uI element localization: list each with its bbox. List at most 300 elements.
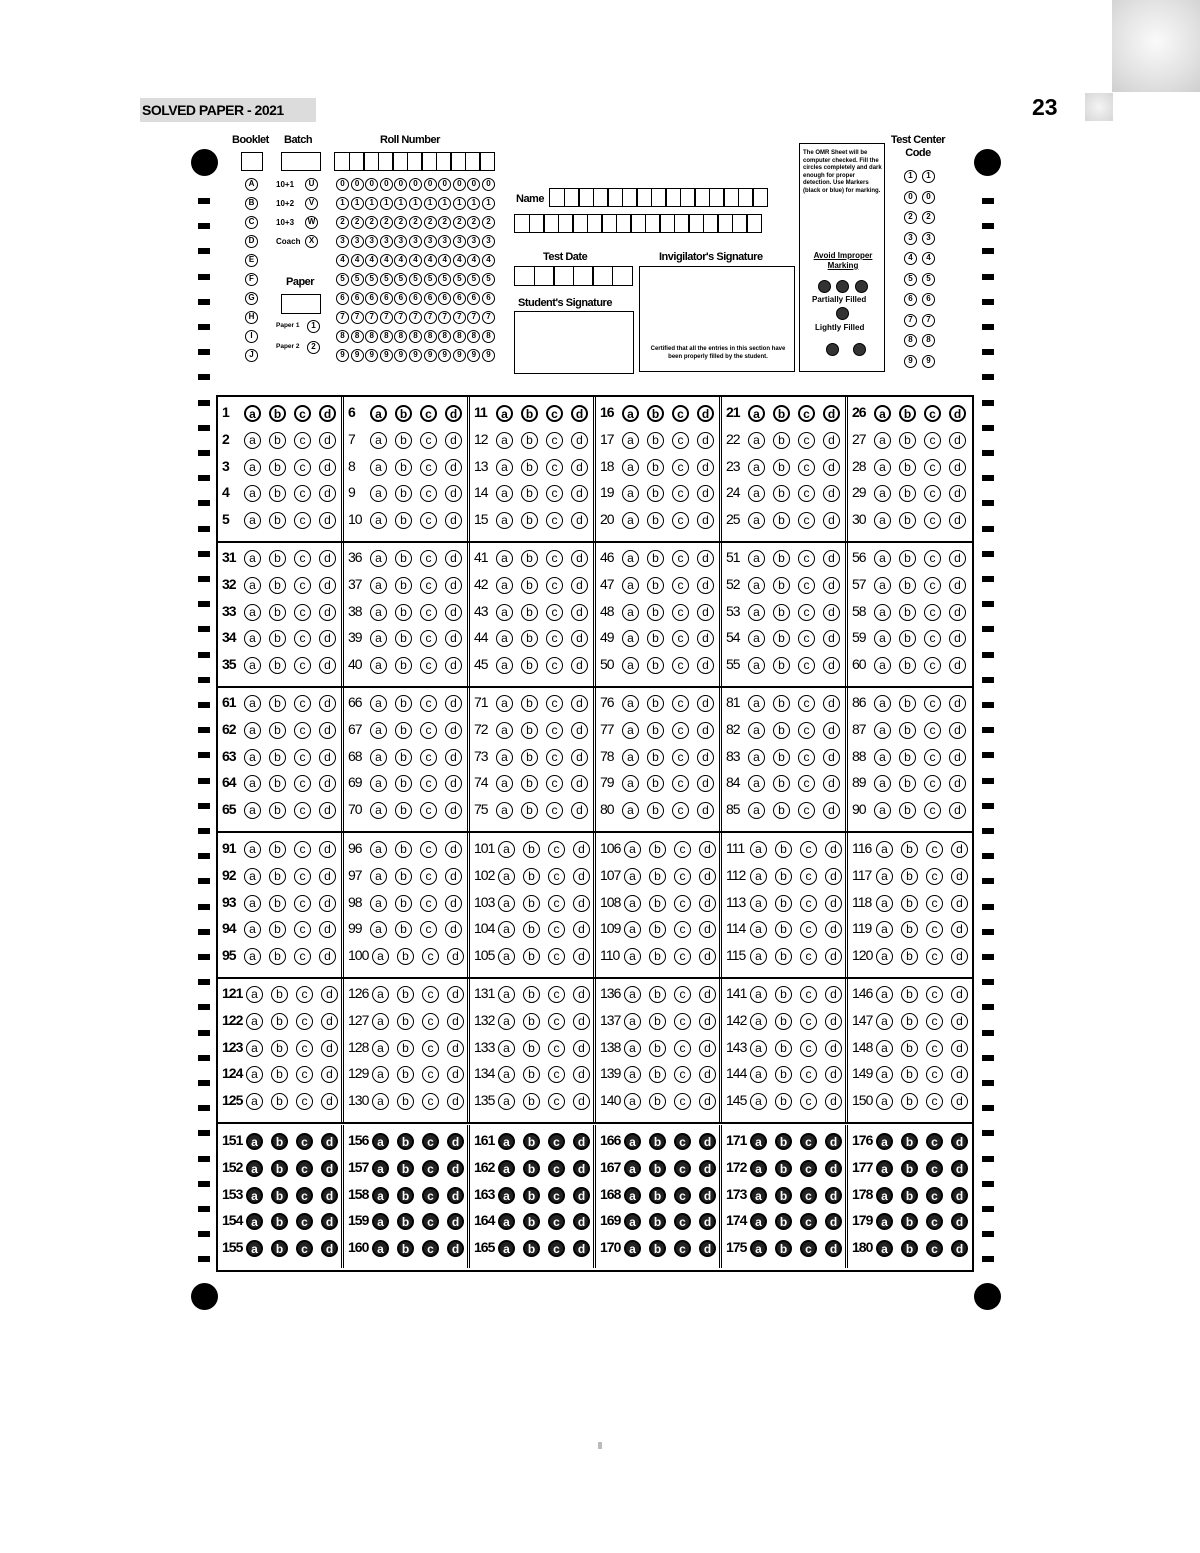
- answer-option-bubble[interactable]: b: [647, 550, 664, 567]
- answer-option-bubble[interactable]: c: [674, 986, 691, 1003]
- answer-option-bubble[interactable]: c: [672, 630, 689, 647]
- answer-option-bubble[interactable]: a: [246, 1013, 263, 1030]
- answer-option-bubble[interactable]: d: [573, 1213, 590, 1230]
- roll-digit-bubble[interactable]: 5: [394, 273, 407, 286]
- answer-option-bubble[interactable]: d: [697, 550, 714, 567]
- answer-option-bubble[interactable]: c: [546, 722, 563, 739]
- answer-option-bubble[interactable]: c: [674, 1013, 691, 1030]
- answer-option-bubble[interactable]: c: [546, 604, 563, 621]
- answer-option-bubble[interactable]: c: [926, 986, 943, 1003]
- batch-option-bubble[interactable]: W: [305, 216, 318, 229]
- answer-option-bubble[interactable]: d: [573, 921, 590, 938]
- roll-digit-bubble[interactable]: 0: [424, 178, 437, 191]
- roll-digit-bubble[interactable]: 3: [380, 235, 393, 248]
- answer-option-bubble[interactable]: c: [296, 1040, 313, 1057]
- answer-option-bubble[interactable]: b: [397, 1040, 414, 1057]
- answer-option-bubble[interactable]: d: [319, 657, 336, 674]
- answer-option-bubble[interactable]: a: [624, 841, 641, 858]
- answer-option-bubble[interactable]: d: [445, 722, 462, 739]
- answer-option-bubble[interactable]: a: [622, 775, 639, 792]
- answer-option-bubble[interactable]: b: [647, 749, 664, 766]
- answer-option-bubble[interactable]: c: [924, 485, 941, 502]
- answer-option-bubble[interactable]: a: [496, 802, 513, 819]
- answer-option-bubble[interactable]: a: [748, 577, 765, 594]
- answer-option-bubble[interactable]: a: [876, 841, 893, 858]
- answer-option-bubble[interactable]: d: [321, 1160, 338, 1177]
- answer-option-bubble[interactable]: b: [269, 657, 286, 674]
- answer-option-bubble[interactable]: c: [548, 1013, 565, 1030]
- answer-option-bubble[interactable]: c: [420, 405, 437, 422]
- answer-option-bubble[interactable]: d: [699, 1040, 716, 1057]
- answer-option-bubble[interactable]: c: [294, 921, 311, 938]
- answer-option-bubble[interactable]: b: [271, 1133, 288, 1150]
- roll-digit-bubble[interactable]: 6: [394, 292, 407, 305]
- answer-option-bubble[interactable]: b: [269, 405, 286, 422]
- answer-option-bubble[interactable]: b: [521, 802, 538, 819]
- answer-option-bubble[interactable]: c: [672, 577, 689, 594]
- answer-option-bubble[interactable]: a: [246, 1187, 263, 1204]
- answer-option-bubble[interactable]: c: [420, 841, 437, 858]
- answer-option-bubble[interactable]: c: [548, 841, 565, 858]
- answer-option-bubble[interactable]: c: [798, 630, 815, 647]
- answer-option-bubble[interactable]: c: [294, 695, 311, 712]
- booklet-option-bubble[interactable]: C: [245, 216, 258, 229]
- answer-option-bubble[interactable]: d: [949, 577, 966, 594]
- answer-option-bubble[interactable]: d: [697, 604, 714, 621]
- answer-option-bubble[interactable]: d: [319, 630, 336, 647]
- answer-option-bubble[interactable]: a: [876, 895, 893, 912]
- roll-digit-bubble[interactable]: 9: [453, 349, 466, 362]
- answer-option-bubble[interactable]: c: [926, 1133, 943, 1150]
- answer-option-bubble[interactable]: b: [523, 868, 540, 885]
- roll-digit-bubble[interactable]: 3: [424, 235, 437, 248]
- answer-option-bubble[interactable]: a: [498, 1040, 515, 1057]
- answer-option-bubble[interactable]: c: [672, 459, 689, 476]
- answer-option-bubble[interactable]: d: [825, 1093, 842, 1110]
- answer-option-bubble[interactable]: b: [397, 986, 414, 1003]
- answer-option-bubble[interactable]: c: [674, 1240, 691, 1257]
- roll-digit-bubble[interactable]: 4: [380, 254, 393, 267]
- answer-option-bubble[interactable]: d: [949, 749, 966, 766]
- answer-option-bubble[interactable]: b: [523, 986, 540, 1003]
- answer-option-bubble[interactable]: c: [422, 1013, 439, 1030]
- center-digit-bubble[interactable]: 7: [922, 314, 935, 327]
- answer-option-bubble[interactable]: a: [244, 841, 261, 858]
- answer-option-bubble[interactable]: a: [244, 775, 261, 792]
- answer-option-bubble[interactable]: a: [244, 921, 261, 938]
- answer-option-bubble[interactable]: b: [523, 1213, 540, 1230]
- roll-digit-bubble[interactable]: 9: [467, 349, 480, 362]
- answer-option-bubble[interactable]: a: [622, 432, 639, 449]
- answer-option-bubble[interactable]: b: [269, 868, 286, 885]
- answer-option-bubble[interactable]: a: [244, 432, 261, 449]
- answer-option-bubble[interactable]: b: [899, 802, 916, 819]
- roll-digit-bubble[interactable]: 0: [482, 178, 495, 191]
- answer-option-bubble[interactable]: d: [319, 512, 336, 529]
- center-digit-bubble[interactable]: 7: [904, 314, 917, 327]
- answer-option-bubble[interactable]: b: [397, 1093, 414, 1110]
- answer-option-bubble[interactable]: d: [445, 512, 462, 529]
- answer-option-bubble[interactable]: b: [899, 657, 916, 674]
- roll-digit-bubble[interactable]: 1: [438, 197, 451, 210]
- answer-option-bubble[interactable]: c: [294, 775, 311, 792]
- answer-option-bubble[interactable]: b: [269, 630, 286, 647]
- answer-option-bubble[interactable]: d: [949, 604, 966, 621]
- roll-digit-bubble[interactable]: 2: [438, 216, 451, 229]
- answer-option-bubble[interactable]: d: [951, 921, 968, 938]
- answer-option-bubble[interactable]: a: [244, 895, 261, 912]
- answer-option-bubble[interactable]: a: [370, 695, 387, 712]
- answer-option-bubble[interactable]: b: [521, 550, 538, 567]
- answer-option-bubble[interactable]: b: [773, 459, 790, 476]
- answer-option-bubble[interactable]: d: [823, 432, 840, 449]
- answer-option-bubble[interactable]: d: [823, 802, 840, 819]
- roll-digit-bubble[interactable]: 5: [380, 273, 393, 286]
- answer-option-bubble[interactable]: d: [949, 630, 966, 647]
- answer-option-bubble[interactable]: b: [395, 749, 412, 766]
- roll-digit-bubble[interactable]: 7: [351, 311, 364, 324]
- answer-option-bubble[interactable]: d: [319, 749, 336, 766]
- answer-option-bubble[interactable]: c: [798, 512, 815, 529]
- answer-option-bubble[interactable]: d: [951, 1240, 968, 1257]
- answer-option-bubble[interactable]: b: [521, 749, 538, 766]
- answer-option-bubble[interactable]: a: [372, 986, 389, 1003]
- answer-option-bubble[interactable]: d: [445, 802, 462, 819]
- answer-option-bubble[interactable]: a: [496, 604, 513, 621]
- answer-option-bubble[interactable]: c: [800, 1187, 817, 1204]
- roll-digit-bubble[interactable]: 6: [380, 292, 393, 305]
- answer-option-bubble[interactable]: c: [420, 577, 437, 594]
- answer-option-bubble[interactable]: a: [244, 802, 261, 819]
- answer-option-bubble[interactable]: a: [876, 1160, 893, 1177]
- roll-digit-bubble[interactable]: 6: [351, 292, 364, 305]
- answer-option-bubble[interactable]: c: [548, 1160, 565, 1177]
- answer-option-bubble[interactable]: b: [773, 577, 790, 594]
- answer-option-bubble[interactable]: b: [899, 775, 916, 792]
- answer-option-bubble[interactable]: c: [296, 1066, 313, 1083]
- answer-option-bubble[interactable]: a: [748, 802, 765, 819]
- answer-option-bubble[interactable]: d: [573, 1240, 590, 1257]
- answer-option-bubble[interactable]: c: [800, 1133, 817, 1150]
- answer-option-bubble[interactable]: c: [924, 722, 941, 739]
- answer-option-bubble[interactable]: c: [420, 775, 437, 792]
- answer-option-bubble[interactable]: a: [244, 550, 261, 567]
- answer-option-bubble[interactable]: c: [798, 749, 815, 766]
- answer-option-bubble[interactable]: b: [395, 432, 412, 449]
- answer-option-bubble[interactable]: b: [269, 432, 286, 449]
- answer-option-bubble[interactable]: c: [546, 550, 563, 567]
- answer-option-bubble[interactable]: c: [548, 921, 565, 938]
- answer-option-bubble[interactable]: a: [622, 512, 639, 529]
- answer-option-bubble[interactable]: a: [622, 802, 639, 819]
- answer-option-bubble[interactable]: a: [244, 657, 261, 674]
- answer-option-bubble[interactable]: b: [521, 512, 538, 529]
- answer-option-bubble[interactable]: c: [672, 432, 689, 449]
- answer-option-bubble[interactable]: a: [622, 405, 639, 422]
- answer-option-bubble[interactable]: b: [901, 1013, 918, 1030]
- answer-option-bubble[interactable]: b: [899, 485, 916, 502]
- answer-option-bubble[interactable]: d: [447, 1040, 464, 1057]
- answer-option-bubble[interactable]: a: [372, 1240, 389, 1257]
- answer-option-bubble[interactable]: b: [775, 1160, 792, 1177]
- answer-option-bubble[interactable]: d: [321, 1013, 338, 1030]
- answer-option-bubble[interactable]: d: [571, 459, 588, 476]
- roll-digit-bubble[interactable]: 8: [467, 330, 480, 343]
- answer-option-bubble[interactable]: b: [521, 485, 538, 502]
- answer-option-bubble[interactable]: a: [496, 432, 513, 449]
- batch-option-bubble[interactable]: X: [305, 235, 318, 248]
- answer-option-bubble[interactable]: b: [395, 630, 412, 647]
- answer-option-bubble[interactable]: c: [294, 512, 311, 529]
- answer-option-bubble[interactable]: b: [271, 1093, 288, 1110]
- booklet-option-bubble[interactable]: H: [245, 311, 258, 324]
- answer-option-bubble[interactable]: c: [294, 722, 311, 739]
- answer-option-bubble[interactable]: b: [901, 1133, 918, 1150]
- answer-option-bubble[interactable]: a: [496, 512, 513, 529]
- answer-option-bubble[interactable]: a: [874, 695, 891, 712]
- answer-option-bubble[interactable]: c: [800, 1240, 817, 1257]
- roll-digit-bubble[interactable]: 0: [409, 178, 422, 191]
- answer-option-bubble[interactable]: b: [773, 802, 790, 819]
- answer-option-bubble[interactable]: c: [926, 1093, 943, 1110]
- answer-option-bubble[interactable]: c: [672, 749, 689, 766]
- answer-option-bubble[interactable]: a: [748, 722, 765, 739]
- paper-box[interactable]: [281, 294, 321, 314]
- answer-option-bubble[interactable]: b: [899, 604, 916, 621]
- answer-option-bubble[interactable]: b: [773, 512, 790, 529]
- answer-option-bubble[interactable]: a: [498, 1160, 515, 1177]
- roll-digit-bubble[interactable]: 1: [365, 197, 378, 210]
- answer-option-bubble[interactable]: b: [395, 802, 412, 819]
- answer-option-bubble[interactable]: c: [420, 550, 437, 567]
- roll-digit-bubble[interactable]: 3: [453, 235, 466, 248]
- answer-option-bubble[interactable]: c: [294, 841, 311, 858]
- answer-option-bubble[interactable]: d: [825, 1066, 842, 1083]
- center-digit-bubble[interactable]: 6: [922, 293, 935, 306]
- answer-option-bubble[interactable]: a: [622, 485, 639, 502]
- answer-option-bubble[interactable]: d: [445, 657, 462, 674]
- answer-option-bubble[interactable]: d: [699, 921, 716, 938]
- answer-option-bubble[interactable]: d: [571, 695, 588, 712]
- answer-option-bubble[interactable]: d: [319, 948, 336, 965]
- answer-option-bubble[interactable]: a: [246, 1160, 263, 1177]
- answer-option-bubble[interactable]: d: [319, 868, 336, 885]
- answer-option-bubble[interactable]: c: [924, 604, 941, 621]
- answer-option-bubble[interactable]: c: [924, 775, 941, 792]
- answer-option-bubble[interactable]: b: [271, 1013, 288, 1030]
- roll-digit-bubble[interactable]: 8: [351, 330, 364, 343]
- answer-option-bubble[interactable]: d: [823, 657, 840, 674]
- answer-option-bubble[interactable]: a: [750, 1040, 767, 1057]
- booklet-box[interactable]: [241, 152, 263, 171]
- answer-option-bubble[interactable]: b: [899, 459, 916, 476]
- booklet-option-bubble[interactable]: A: [245, 178, 258, 191]
- answer-option-bubble[interactable]: b: [647, 577, 664, 594]
- answer-option-bubble[interactable]: c: [926, 895, 943, 912]
- roll-digit-bubble[interactable]: 1: [351, 197, 364, 210]
- answer-option-bubble[interactable]: b: [775, 895, 792, 912]
- answer-option-bubble[interactable]: b: [901, 841, 918, 858]
- answer-option-bubble[interactable]: c: [546, 459, 563, 476]
- answer-option-bubble[interactable]: b: [269, 485, 286, 502]
- answer-option-bubble[interactable]: d: [825, 921, 842, 938]
- answer-option-bubble[interactable]: c: [420, 695, 437, 712]
- answer-option-bubble[interactable]: d: [445, 749, 462, 766]
- booklet-option-bubble[interactable]: F: [245, 273, 258, 286]
- answer-option-bubble[interactable]: d: [571, 512, 588, 529]
- answer-option-bubble[interactable]: a: [624, 1066, 641, 1083]
- roll-digit-bubble[interactable]: 8: [438, 330, 451, 343]
- answer-option-bubble[interactable]: d: [823, 749, 840, 766]
- roll-digit-bubble[interactable]: 2: [409, 216, 422, 229]
- answer-option-bubble[interactable]: d: [699, 895, 716, 912]
- answer-option-bubble[interactable]: c: [926, 921, 943, 938]
- answer-option-bubble[interactable]: b: [647, 459, 664, 476]
- answer-option-bubble[interactable]: c: [800, 1213, 817, 1230]
- roll-digit-bubble[interactable]: 2: [467, 216, 480, 229]
- answer-option-bubble[interactable]: d: [445, 432, 462, 449]
- answer-option-bubble[interactable]: a: [372, 1093, 389, 1110]
- answer-option-bubble[interactable]: c: [546, 405, 563, 422]
- answer-option-bubble[interactable]: d: [823, 550, 840, 567]
- answer-option-bubble[interactable]: a: [370, 722, 387, 739]
- roll-digit-bubble[interactable]: 5: [482, 273, 495, 286]
- answer-option-bubble[interactable]: c: [674, 1066, 691, 1083]
- answer-option-bubble[interactable]: a: [498, 841, 515, 858]
- answer-option-bubble[interactable]: a: [750, 868, 767, 885]
- answer-option-bubble[interactable]: d: [573, 868, 590, 885]
- answer-option-bubble[interactable]: c: [296, 1240, 313, 1257]
- answer-option-bubble[interactable]: a: [370, 432, 387, 449]
- answer-option-bubble[interactable]: c: [926, 841, 943, 858]
- answer-option-bubble[interactable]: b: [773, 630, 790, 647]
- answer-option-bubble[interactable]: a: [498, 868, 515, 885]
- answer-option-bubble[interactable]: d: [321, 1066, 338, 1083]
- answer-option-bubble[interactable]: b: [899, 432, 916, 449]
- answer-option-bubble[interactable]: b: [899, 577, 916, 594]
- roll-digit-bubble[interactable]: 6: [467, 292, 480, 305]
- answer-option-bubble[interactable]: d: [699, 1240, 716, 1257]
- answer-option-bubble[interactable]: d: [571, 775, 588, 792]
- answer-option-bubble[interactable]: a: [624, 1187, 641, 1204]
- answer-option-bubble[interactable]: a: [876, 986, 893, 1003]
- answer-option-bubble[interactable]: b: [269, 948, 286, 965]
- answer-option-bubble[interactable]: c: [548, 948, 565, 965]
- answer-option-bubble[interactable]: a: [622, 604, 639, 621]
- roll-digit-bubble[interactable]: 0: [438, 178, 451, 191]
- answer-option-bubble[interactable]: b: [901, 1213, 918, 1230]
- answer-option-bubble[interactable]: c: [420, 749, 437, 766]
- answer-option-bubble[interactable]: a: [496, 459, 513, 476]
- answer-option-bubble[interactable]: a: [622, 695, 639, 712]
- answer-option-bubble[interactable]: a: [750, 1160, 767, 1177]
- answer-option-bubble[interactable]: b: [523, 1133, 540, 1150]
- answer-option-bubble[interactable]: c: [420, 802, 437, 819]
- answer-option-bubble[interactable]: d: [447, 986, 464, 1003]
- center-digit-bubble[interactable]: 4: [904, 252, 917, 265]
- center-digit-bubble[interactable]: 8: [922, 334, 935, 347]
- roll-digit-bubble[interactable]: 1: [336, 197, 349, 210]
- answer-option-bubble[interactable]: d: [949, 695, 966, 712]
- answer-option-bubble[interactable]: d: [321, 1213, 338, 1230]
- answer-option-bubble[interactable]: b: [649, 1066, 666, 1083]
- answer-option-bubble[interactable]: c: [674, 1160, 691, 1177]
- answer-option-bubble[interactable]: c: [798, 722, 815, 739]
- answer-option-bubble[interactable]: a: [370, 775, 387, 792]
- answer-option-bubble[interactable]: d: [573, 1187, 590, 1204]
- booklet-option-bubble[interactable]: I: [245, 330, 258, 343]
- answer-option-bubble[interactable]: c: [800, 1093, 817, 1110]
- answer-option-bubble[interactable]: a: [370, 657, 387, 674]
- answer-option-bubble[interactable]: b: [901, 921, 918, 938]
- answer-option-bubble[interactable]: a: [244, 459, 261, 476]
- answer-option-bubble[interactable]: d: [319, 604, 336, 621]
- answer-option-bubble[interactable]: c: [926, 1040, 943, 1057]
- answer-option-bubble[interactable]: d: [699, 948, 716, 965]
- answer-option-bubble[interactable]: c: [800, 948, 817, 965]
- answer-option-bubble[interactable]: c: [798, 657, 815, 674]
- answer-option-bubble[interactable]: b: [901, 895, 918, 912]
- answer-option-bubble[interactable]: d: [319, 485, 336, 502]
- roll-digit-bubble[interactable]: 2: [424, 216, 437, 229]
- answer-option-bubble[interactable]: a: [624, 1093, 641, 1110]
- answer-option-bubble[interactable]: c: [294, 485, 311, 502]
- answer-option-bubble[interactable]: c: [674, 948, 691, 965]
- answer-option-bubble[interactable]: a: [244, 485, 261, 502]
- answer-option-bubble[interactable]: d: [447, 1160, 464, 1177]
- center-digit-bubble[interactable]: 0: [922, 191, 935, 204]
- answer-option-bubble[interactable]: b: [649, 868, 666, 885]
- answer-option-bubble[interactable]: b: [647, 775, 664, 792]
- answer-option-bubble[interactable]: d: [825, 841, 842, 858]
- answer-option-bubble[interactable]: d: [699, 1066, 716, 1083]
- answer-option-bubble[interactable]: c: [674, 1040, 691, 1057]
- answer-option-bubble[interactable]: d: [823, 722, 840, 739]
- roll-digit-bubble[interactable]: 9: [394, 349, 407, 362]
- batch-option-bubble[interactable]: V: [305, 197, 318, 210]
- answer-option-bubble[interactable]: a: [748, 604, 765, 621]
- answer-option-bubble[interactable]: c: [548, 1040, 565, 1057]
- answer-option-bubble[interactable]: c: [798, 485, 815, 502]
- answer-option-bubble[interactable]: d: [445, 459, 462, 476]
- roll-digit-bubble[interactable]: 7: [453, 311, 466, 324]
- answer-option-bubble[interactable]: b: [269, 459, 286, 476]
- answer-option-bubble[interactable]: b: [773, 604, 790, 621]
- answer-option-bubble[interactable]: c: [546, 432, 563, 449]
- answer-option-bubble[interactable]: b: [269, 695, 286, 712]
- roll-digit-bubble[interactable]: 4: [482, 254, 495, 267]
- answer-option-bubble[interactable]: a: [750, 1013, 767, 1030]
- answer-option-bubble[interactable]: a: [748, 657, 765, 674]
- answer-option-bubble[interactable]: d: [823, 459, 840, 476]
- roll-digit-bubble[interactable]: 5: [453, 273, 466, 286]
- answer-option-bubble[interactable]: d: [447, 1093, 464, 1110]
- answer-option-bubble[interactable]: a: [876, 1187, 893, 1204]
- answer-option-bubble[interactable]: b: [649, 986, 666, 1003]
- answer-option-bubble[interactable]: a: [370, 550, 387, 567]
- answer-option-bubble[interactable]: c: [548, 1213, 565, 1230]
- answer-option-bubble[interactable]: a: [246, 1213, 263, 1230]
- answer-option-bubble[interactable]: b: [395, 841, 412, 858]
- answer-option-bubble[interactable]: c: [420, 432, 437, 449]
- answer-option-bubble[interactable]: d: [949, 459, 966, 476]
- answer-option-bubble[interactable]: c: [546, 485, 563, 502]
- roll-digit-bubble[interactable]: 1: [453, 197, 466, 210]
- answer-option-bubble[interactable]: c: [294, 459, 311, 476]
- answer-option-bubble[interactable]: d: [697, 512, 714, 529]
- answer-option-bubble[interactable]: c: [548, 868, 565, 885]
- answer-option-bubble[interactable]: d: [699, 1093, 716, 1110]
